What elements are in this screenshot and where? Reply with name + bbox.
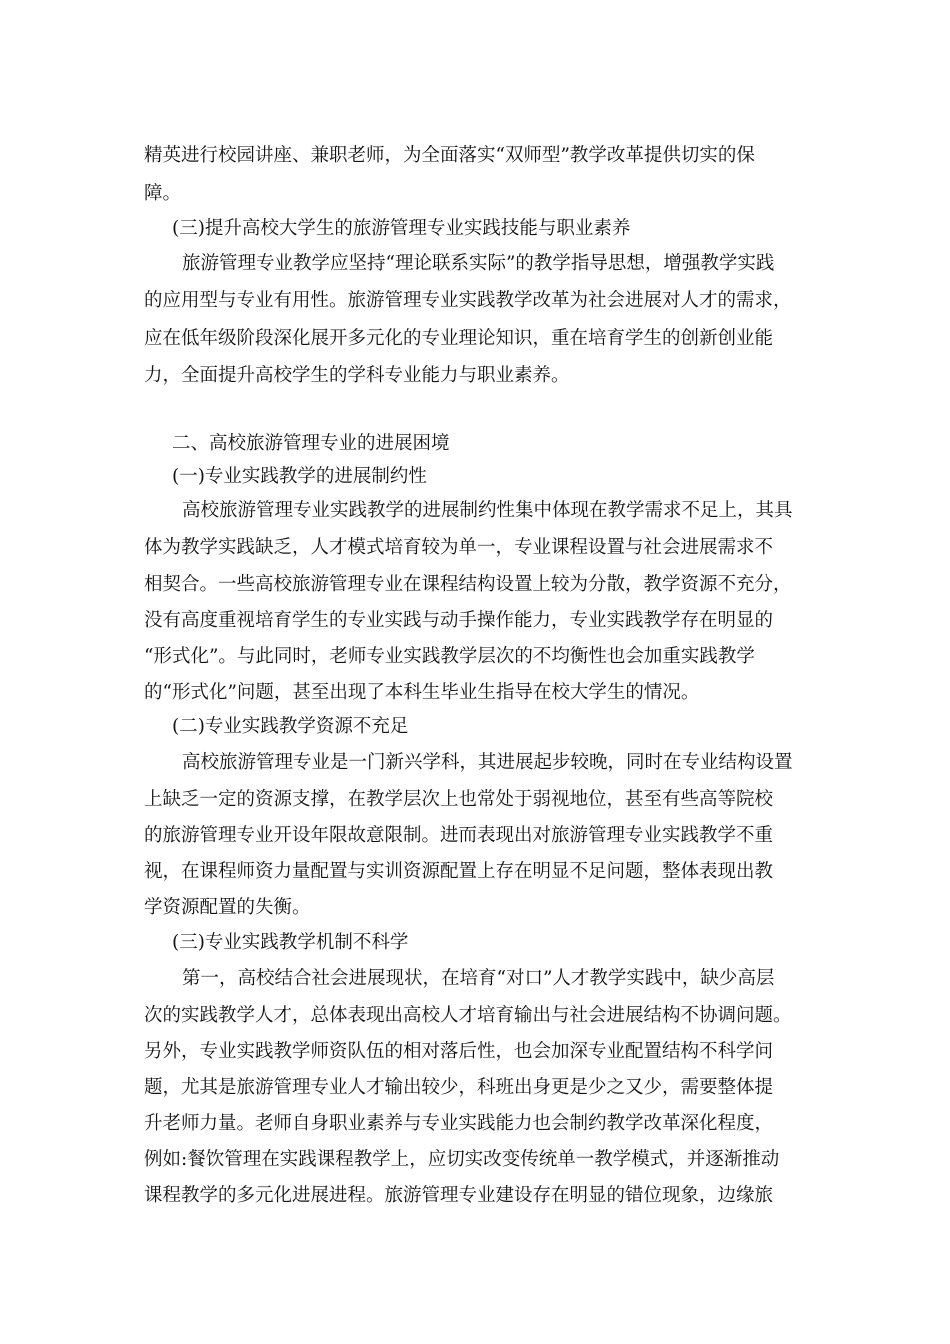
body-line: 高校旅游管理专业是一门新兴学科，其进展起步较晚，同时在专业结构设置	[182, 752, 793, 773]
body-line: 力，全面提升高校学生的学科专业能力与职业素养。	[144, 365, 570, 386]
body-line: 体为教学实践缺乏，人才模式培育较为单一，专业课程设置与社会进展需求不	[144, 537, 774, 558]
body-line: 题，尤其是旅游管理专业人才输出较少，科班出身更是少之又少，需要整体提	[144, 1077, 774, 1098]
body-line: 应在低年级阶段深化展开多元化的专业理论知识，重在培育学生的创新创业能	[144, 328, 774, 349]
body-line: 相契合。一些高校旅游管理专业在课程结构设置上较为分散，教学资源不充分，	[144, 574, 792, 595]
body-line: 视，在课程师资力量配置与实训资源配置上存在明显不足问题，整体表现出教	[144, 861, 774, 882]
body-line: 障。	[144, 183, 182, 204]
body-line: 旅游管理专业教学应坚持“理论联系实际”的教学指导思想，增强教学实践	[182, 253, 775, 274]
body-line: 升老师力量。老师自身职业素养与专业实践能力也会制约教学改革深化程度，	[144, 1113, 774, 1134]
section-heading: (二)专业实践教学资源不充足	[172, 716, 409, 737]
body-line: “形式化”。与此同时，老师专业实践教学层次的不均衡性也会加重实践教学	[144, 646, 755, 667]
body-line: 的旅游管理专业开设年限故意限制。进而表现出对旅游管理专业实践教学不重	[144, 825, 774, 846]
section-heading: (三)专业实践教学机制不科学	[172, 932, 409, 953]
body-line: 上缺乏一定的资源支撑，在教学层次上也常处于弱视地位，甚至有些高等院校	[144, 789, 774, 810]
section-heading: (三)提升高校大学生的旅游管理专业实践技能与职业素养	[172, 218, 631, 239]
body-line: 高校旅游管理专业实践教学的进展制约性集中体现在教学需求不足上，其具	[182, 500, 793, 521]
body-line: 没有高度重视培育学生的专业实践与动手操作能力，专业实践教学存在明显的	[144, 610, 774, 631]
body-line: 的应用型与专业有用性。旅游管理专业实践教学改革为社会进展对人才的需求，	[144, 290, 792, 311]
body-line: 精英进行校园讲座、兼职老师，为全面落实“双师型”教学改革提供切实的保	[144, 145, 755, 166]
body-line: 例如:餐饮管理在实践课程教学上，应切实改变传统单一教学模式，并逐渐推动	[144, 1149, 780, 1170]
body-line: 学资源配置的失衡。	[144, 897, 311, 918]
body-line: 课程教学的多元化进展进程。旅游管理专业建设存在明显的错位现象，边缘旅	[144, 1185, 774, 1206]
body-line: 另外，专业实践教学师资队伍的相对落后性，也会加深专业配置结构不科学问	[144, 1041, 774, 1062]
body-line: 次的实践教学人才，总体表现出高校人才培育输出与社会进展结构不协调问题。	[144, 1005, 792, 1026]
chapter-heading: 二、高校旅游管理专业的进展困境	[172, 433, 450, 454]
body-line: 第一，高校结合社会进展现状，在培育“对口”人才教学实践中，缺少高层	[182, 968, 775, 989]
body-line: 的“形式化”问题，甚至出现了本科生毕业生指导在校大学生的情况。	[144, 682, 700, 703]
section-heading: (一)专业实践教学的进展制约性	[172, 466, 427, 487]
